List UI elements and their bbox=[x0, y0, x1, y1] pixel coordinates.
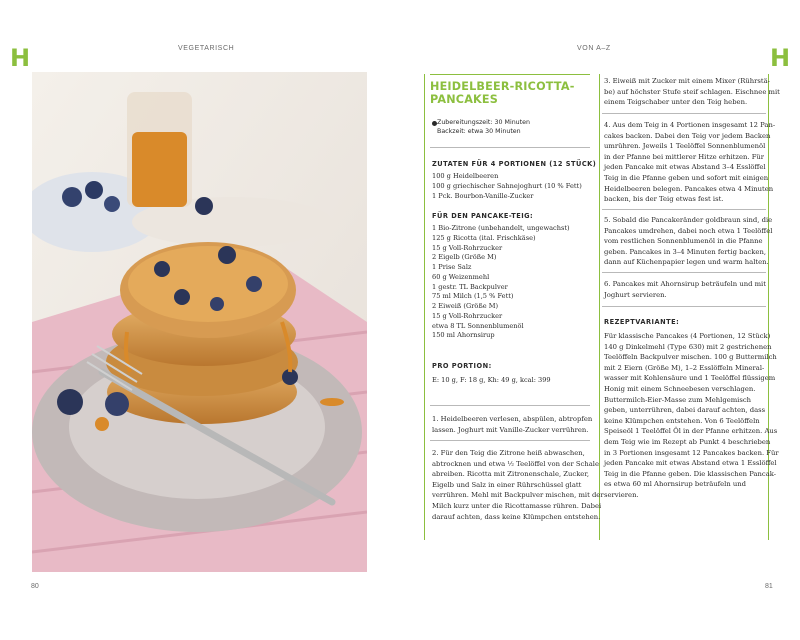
variant-line: Buttermilch-Eier-Masse zum Mehlgemisch bbox=[604, 395, 752, 404]
ingredient-item: 1 gestr. TL Backpulver bbox=[432, 282, 508, 291]
step-separator bbox=[602, 306, 766, 307]
variant-line: mit 2 Eiern (Größe M), 1–2 Esslöffeln Mineral- bbox=[604, 363, 765, 372]
running-head-left: VEGETARISCH bbox=[178, 45, 235, 52]
step-line: Milch kurz unter die Ricottamasse rühren. Dabei bbox=[432, 501, 602, 510]
step-line: lassen. Joghurt mit Vanille-Zucker verrühren. bbox=[432, 425, 589, 434]
chapter-letter-left: H bbox=[10, 44, 31, 72]
step-line: darauf achten, dass keine Klümpchen entstehen. bbox=[432, 512, 601, 521]
ingredient-item: 75 ml Milch (1,5 % Fett) bbox=[432, 292, 514, 301]
nutrition-heading: PRO PORTION: bbox=[432, 362, 492, 370]
step-line: Pancakes umdrehen, dabei noch etwa 1 Teelöffel bbox=[604, 226, 773, 235]
variant-line: es etwa 60 ml Ahornsirup beträufeln und bbox=[604, 480, 746, 489]
variant-line: dem Teig wie im Rezept ab Punkt 4 beschrieben bbox=[604, 437, 771, 446]
page-number-left: 80 bbox=[31, 583, 39, 590]
step-line: geben. Pancakes in 3–4 Minuten fertig backen, bbox=[604, 247, 766, 256]
step-separator bbox=[430, 440, 590, 441]
variant-line: Honig mit einem Schneebesen verschlagen. bbox=[604, 384, 756, 393]
step-line: abtrocknen und etwa ½ Teelöffel von der Schale bbox=[432, 459, 599, 468]
ingredient-item: 150 ml Ahornsirup bbox=[432, 331, 495, 340]
step-2 bbox=[432, 448, 604, 522]
step-1 bbox=[432, 414, 592, 435]
bake-time: Backzeit: etwa 30 Minuten bbox=[437, 128, 521, 135]
variant-line: keine Klümpchen entstehen. Von 6 Teelöffeln bbox=[604, 416, 760, 425]
variant-line: Für klassische Pancakes (4 Portionen, 12 Stück) bbox=[604, 332, 771, 340]
ingredients-list bbox=[432, 172, 582, 201]
variant-line: wasser mit Kohlensäure und 1 Teelöffel flüssigem bbox=[604, 374, 776, 383]
dough-heading: FÜR DEN PANCAKE-TEIG: bbox=[432, 212, 534, 220]
step-separator bbox=[602, 113, 766, 114]
variant-line: in 3 Portionen insgesamt 12 Pancakes backen. Für bbox=[604, 448, 779, 457]
ingredient-item: etwa 8 TL Sonnenblumenöl bbox=[432, 321, 524, 330]
variant-heading: REZEPTVARIANTE: bbox=[604, 318, 680, 326]
recipe-title-line: HEIDELBEER-RICOTTA- bbox=[430, 80, 575, 93]
dough-ingredients-list bbox=[432, 224, 570, 341]
step-line: jeden Pancake mit etwas Abstand 3–4 Esslöffel bbox=[604, 163, 766, 172]
variant-line: Teig in die Pfanne geben. Die klassischen Pancak- bbox=[604, 469, 777, 478]
ingredient-item: 125 g Ricotta (ital. Frischkäse) bbox=[432, 233, 536, 242]
ingredient-item: 60 g Weizenmehl bbox=[432, 272, 490, 281]
step-separator bbox=[602, 209, 766, 210]
variant-line: servieren. bbox=[604, 490, 639, 499]
step-line: verrühren. Mehl mit Backpulver mischen, mit der bbox=[432, 491, 604, 500]
recipe-title-line: PANCAKES bbox=[430, 93, 499, 106]
ingredient-item: 100 g griechischer Sahnejoghurt (10 % Fett) bbox=[432, 181, 582, 190]
step-6 bbox=[604, 279, 766, 300]
recipe-title bbox=[430, 80, 590, 106]
pancake-photo bbox=[32, 72, 367, 572]
title-rule bbox=[430, 74, 590, 75]
prep-time: Zubereitungszeit: 30 Minuten bbox=[437, 119, 531, 126]
ingredient-item: 15 g Voll-Rohrzucker bbox=[432, 311, 503, 320]
steps-rule bbox=[430, 405, 590, 406]
step-line: einem Teigschaber unter den Teig heben. bbox=[604, 98, 748, 107]
step-line: Joghurt servieren. bbox=[604, 290, 667, 299]
variant-line: jeden Pancake mit etwas Abstand etwa 1 Esslöffel bbox=[604, 459, 777, 468]
nutrition-values: E: 10 g, F: 18 g, Kh: 49 g, kcal: 399 bbox=[432, 376, 551, 384]
step-line: Eigelb und Salz in einer Rührschüssel glatt bbox=[432, 480, 582, 489]
step-line: 6. Pancakes mit Ahornsirup beträufeln und mit bbox=[604, 280, 766, 288]
step-separator bbox=[602, 272, 766, 273]
step-line: 2. Für den Teig die Zitrone heiß abwaschen, bbox=[432, 449, 585, 457]
variant-line: Teelöffeln Backpulver mischen. 100 g Buttermilch bbox=[604, 353, 777, 362]
ingredient-item: 15 g Voll-Rohrzucker bbox=[432, 243, 503, 252]
step-line: 5. Sobald die Pancakeränder goldbraun sind, die bbox=[604, 216, 773, 224]
step-line: abreiben. Ricotta mit Zitronenschale, Zucker, bbox=[432, 470, 589, 479]
timing bbox=[437, 118, 530, 136]
step-line: dann auf Küchenpapier legen und warm halten. bbox=[604, 258, 769, 267]
step-line: Heidelbeeren belegen. Pancakes etwa 4 Minuten bbox=[604, 184, 774, 193]
ingredient-item: 1 Pck. Bourbon-Vanille-Zucker bbox=[432, 191, 534, 200]
variant-line: Speiseöl 1 Teelöffel Öl in der Pfanne erhitzen. Aus bbox=[604, 427, 778, 436]
chapter-letter-right: H bbox=[770, 44, 791, 72]
ingredient-item: 2 Eiweiß (Größe M) bbox=[432, 302, 499, 310]
step-line: umrühren. Jeweils 1 Teelöffel Sonnenblumenöl bbox=[604, 142, 766, 151]
variant-line: 140 g Dinkelmehl (Type 630) mit 2 gestrichenen bbox=[604, 342, 772, 351]
section-rule bbox=[430, 147, 590, 148]
step-line: 4. Aus dem Teig in 4 Portionen insgesamt 12 Pan- bbox=[604, 121, 776, 129]
variant-text bbox=[604, 331, 779, 501]
step-4 bbox=[604, 120, 775, 205]
ingredient-item: 1 Prise Salz bbox=[432, 263, 472, 271]
step-line: 1. Heidelbeeren verlesen, abspülen, abtropfen bbox=[432, 415, 593, 423]
step-3 bbox=[604, 76, 780, 108]
column-rule-left bbox=[424, 74, 425, 540]
step-5 bbox=[604, 215, 772, 268]
page-number-right: 81 bbox=[765, 583, 773, 590]
step-line: cakes backen. Dabei den Teig vor jedem Backen bbox=[604, 131, 771, 140]
step-line: vom restlichen Sonnenblumenöl in die Pfanne bbox=[604, 237, 763, 246]
variant-line: geben, unterrühren, dabei darauf achten, dass bbox=[604, 406, 766, 415]
running-head-right: VON A–Z bbox=[577, 45, 611, 52]
ingredient-item: 1 Bio-Zitrone (unbehandelt, ungewachst) bbox=[432, 224, 570, 232]
step-line: be) auf höchster Stufe steif schlagen. Eischnee mit bbox=[604, 87, 780, 96]
step-line: 3. Eiweiß mit Zucker mit einem Mixer (Rührstä- bbox=[604, 77, 770, 85]
ingredients-heading: ZUTATEN FÜR 4 PORTIONEN (12 STÜCK) bbox=[432, 160, 597, 168]
ingredient-item: 100 g Heidelbeeren bbox=[432, 172, 499, 180]
ingredient-item: 2 Eigelb (Größe M) bbox=[432, 253, 497, 262]
step-line: backen, bis der Teig etwas fest ist. bbox=[604, 195, 724, 204]
step-line: in der Pfanne bei mittlerer Hitze erhitzen. Für bbox=[604, 152, 765, 161]
step-line: Teig in die Pfanne geben und sofort mit einigen bbox=[604, 173, 769, 182]
